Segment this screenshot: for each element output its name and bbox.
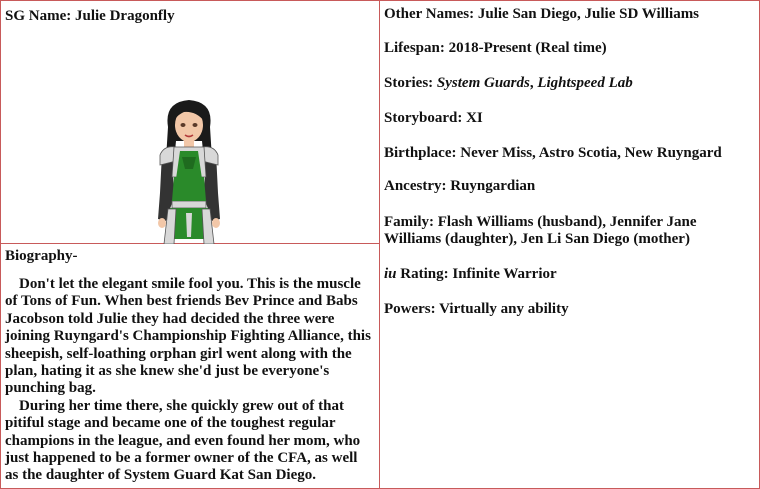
biography-paragraph: Don't let the elegant smile fool you. This is the muscle of Tons of Fun. When best friends Bev Prince and Babs Jacobson told Julie they had decided the three were joining Ruyngard's Championship Fighting Alliance, this sheepish, self-loathing orphan girl went along with the plan, hating it as she knew she'd just be everyone's punching bag. bbox=[5, 276, 371, 397]
rating-prefix: iu bbox=[384, 266, 397, 282]
other-names-label: Other Names: bbox=[384, 6, 475, 22]
storyboard-label: Storyboard: bbox=[384, 110, 463, 126]
family-row bbox=[384, 214, 756, 249]
story-title: System Guards bbox=[436, 75, 530, 91]
powers-row bbox=[384, 301, 756, 318]
sg-name-label: SG Name: bbox=[5, 8, 72, 24]
family-label: Family: bbox=[384, 214, 434, 230]
ancestry-value: Ruyngardian bbox=[450, 178, 536, 194]
other-names-row bbox=[384, 6, 756, 23]
stories-label: Stories: bbox=[384, 75, 434, 91]
sg-name bbox=[5, 8, 175, 25]
other-names-value: Julie San Diego, Julie SD Williams bbox=[477, 6, 700, 22]
powers-value: Virtually any ability bbox=[439, 301, 569, 317]
ancestry-row bbox=[384, 178, 756, 195]
biography-heading: Biography- bbox=[5, 248, 78, 264]
storyboard-row bbox=[384, 110, 756, 127]
rating-label: Rating: bbox=[396, 266, 449, 282]
sg-name-value: Julie Dragonfly bbox=[75, 8, 175, 24]
lifespan-value: 2018-Present (Real time) bbox=[448, 40, 607, 56]
powers-label: Powers: bbox=[384, 301, 436, 317]
rating-value: Infinite Warrior bbox=[452, 266, 557, 282]
rating-row bbox=[384, 266, 756, 283]
lifespan-row bbox=[384, 40, 756, 57]
family-value: Flash Williams (husband), Jennifer Jane Williams (daughter), Jen Li San Diego (mother) bbox=[384, 214, 697, 248]
character-sprite bbox=[146, 97, 232, 244]
lifespan-label: Lifespan: bbox=[384, 40, 445, 56]
birthplace-label: Birthplace: bbox=[384, 145, 457, 161]
birthplace-row bbox=[384, 145, 756, 162]
stories-row bbox=[384, 75, 756, 92]
story-title: Lightspeed Lab bbox=[537, 75, 633, 91]
ancestry-label: Ancestry: bbox=[384, 178, 447, 194]
biography-text bbox=[5, 276, 373, 485]
biography-paragraph: During her time there, she quickly grew out of that pitiful stage and became one of the toughest regular champions in the league, and even found her mom, who just happened to be a former owner of the CFA, as well as the daughter of System Guard Kat San Diego. bbox=[5, 397, 361, 484]
storyboard-value: XI bbox=[466, 110, 483, 126]
stories-separator: , bbox=[529, 75, 538, 91]
birthplace-value: Never Miss, Astro Scotia, New Ruyngard bbox=[460, 145, 722, 161]
